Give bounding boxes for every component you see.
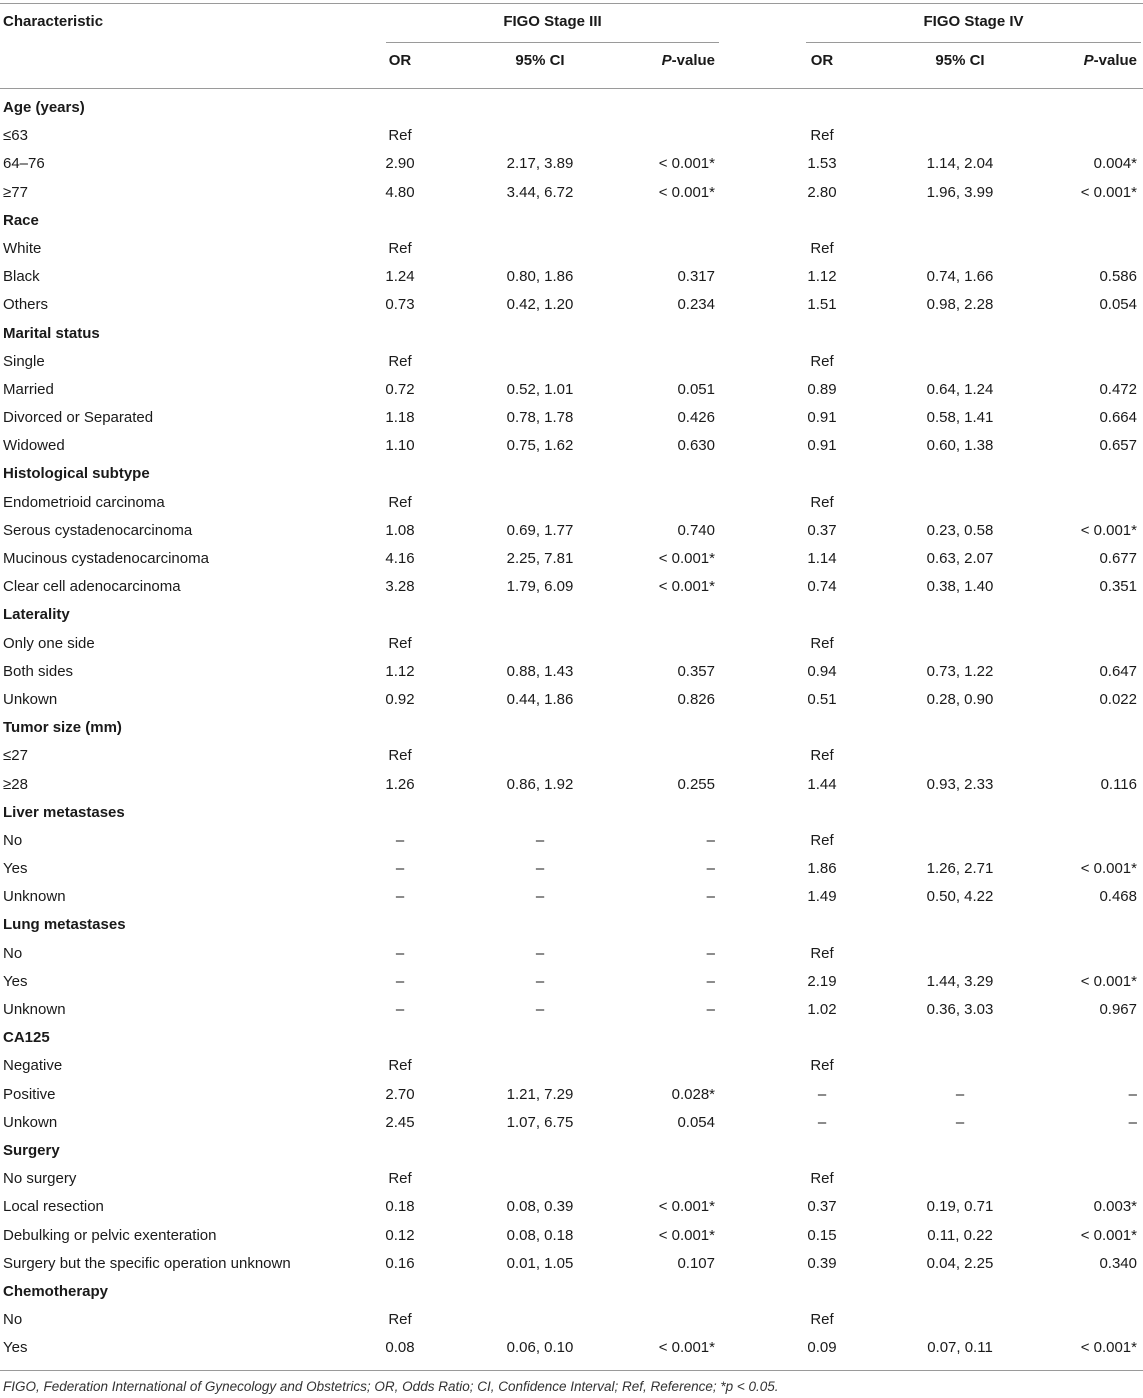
category-label: Laterality bbox=[3, 606, 70, 624]
cell-pvalue-stage-iv: 0.657 bbox=[1099, 437, 1137, 455]
cell-pvalue-stage-iv: – bbox=[1128, 1113, 1137, 1131]
cell-pvalue-stage-iv: – bbox=[1128, 1085, 1137, 1103]
cell-pvalue-stage-iv: 0.647 bbox=[1099, 662, 1137, 680]
table-row bbox=[0, 1306, 1143, 1334]
row-label: ≥77 bbox=[3, 183, 28, 201]
row-label: Yes bbox=[3, 860, 28, 878]
cell-or-stage-iv: Ref bbox=[810, 239, 834, 257]
cell-ci-stage-iv: 0.50, 4.22 bbox=[926, 888, 994, 906]
cell-pvalue-stage-iv: 0.351 bbox=[1099, 578, 1137, 596]
cell-or-stage-iv: Ref bbox=[810, 747, 834, 765]
row-label: Unkown bbox=[3, 1113, 58, 1131]
cell-ci-stage-iii: 0.78, 1.78 bbox=[506, 409, 574, 427]
cell-or-stage-iii: 1.12 bbox=[385, 662, 415, 680]
header-pvalue-stage-iii: P-value bbox=[661, 52, 715, 69]
cell-or-stage-iii: 1.10 bbox=[385, 437, 415, 455]
category-label: Chemotherapy bbox=[3, 1282, 109, 1300]
cell-or-stage-iv: 0.39 bbox=[807, 1254, 837, 1272]
row-label: Yes bbox=[3, 1339, 28, 1357]
category-label: Race bbox=[3, 211, 39, 229]
row-label: Clear cell adenocarcinoma bbox=[3, 578, 181, 596]
cell-ci-stage-iii: 0.75, 1.62 bbox=[506, 437, 574, 455]
cell-pvalue-stage-iv: < 0.001* bbox=[1080, 1226, 1137, 1244]
cell-or-stage-iii: Ref bbox=[388, 493, 412, 511]
cell-pvalue-stage-iii: 0.107 bbox=[677, 1254, 715, 1272]
cell-ci-stage-iii: 0.06, 0.10 bbox=[506, 1339, 574, 1357]
top-rule bbox=[0, 3, 1143, 4]
cell-or-stage-iii: 0.72 bbox=[385, 380, 415, 398]
cell-pvalue-stage-iv: < 0.001* bbox=[1080, 521, 1137, 539]
row-label: Unknown bbox=[3, 888, 66, 906]
cell-or-stage-iv: 0.37 bbox=[807, 521, 837, 539]
row-label: Single bbox=[3, 352, 45, 370]
cell-ci-stage-iii: – bbox=[535, 972, 545, 990]
cell-pvalue-stage-iii: 0.054 bbox=[677, 1113, 715, 1131]
cell-or-stage-iv: 0.15 bbox=[807, 1226, 837, 1244]
table-row bbox=[0, 489, 1143, 517]
cell-pvalue-stage-iii: – bbox=[706, 831, 715, 849]
category-label: Tumor size (mm) bbox=[3, 719, 122, 737]
table-row bbox=[0, 1334, 1143, 1362]
cell-pvalue-stage-iii: < 0.001* bbox=[658, 155, 715, 173]
table-row bbox=[0, 263, 1143, 291]
table-row bbox=[0, 376, 1143, 404]
cell-or-stage-iv: 0.89 bbox=[807, 380, 837, 398]
row-label: No bbox=[3, 831, 23, 849]
cell-pvalue-stage-iv: 0.340 bbox=[1099, 1254, 1137, 1272]
cell-or-stage-iv: 0.94 bbox=[807, 662, 837, 680]
row-label: Unkown bbox=[3, 690, 58, 708]
cell-pvalue-stage-iv: 0.468 bbox=[1099, 888, 1137, 906]
row-label: No surgery bbox=[3, 1170, 77, 1188]
row-label: Endometrioid carcinoma bbox=[3, 493, 165, 511]
cell-ci-stage-iv: 0.63, 2.07 bbox=[926, 550, 994, 567]
cell-pvalue-stage-iii: < 0.001* bbox=[658, 1198, 715, 1216]
cell-or-stage-iv: Ref bbox=[810, 831, 834, 849]
category-row bbox=[0, 799, 1143, 827]
row-label: ≤63 bbox=[3, 127, 28, 145]
cell-or-stage-iv: Ref bbox=[810, 1311, 834, 1329]
table-row bbox=[0, 122, 1143, 150]
cell-ci-stage-iii: – bbox=[535, 1001, 545, 1018]
cell-pvalue-stage-iv: 0.054 bbox=[1099, 296, 1137, 314]
table-row bbox=[0, 686, 1143, 714]
cell-ci-stage-iii: 0.42, 1.20 bbox=[506, 296, 574, 314]
cell-ci-stage-iv: 1.96, 3.99 bbox=[926, 183, 994, 201]
category-row bbox=[0, 1024, 1143, 1052]
cell-or-stage-iii: 0.12 bbox=[385, 1226, 415, 1244]
category-row bbox=[0, 207, 1143, 235]
table-row bbox=[0, 968, 1143, 996]
cell-or-stage-iii: 4.80 bbox=[385, 183, 415, 201]
category-label: Marital status bbox=[3, 324, 100, 342]
category-row bbox=[0, 911, 1143, 939]
cell-or-stage-iv: 0.91 bbox=[807, 437, 837, 455]
cell-ci-stage-iv: 0.07, 0.11 bbox=[927, 1339, 993, 1357]
cell-or-stage-iii: 1.08 bbox=[385, 521, 415, 539]
cell-or-stage-iv: Ref bbox=[810, 493, 834, 511]
cell-or-stage-iv: 2.80 bbox=[807, 183, 837, 201]
cell-pvalue-stage-iii: 0.357 bbox=[677, 662, 715, 680]
row-label: No bbox=[3, 1311, 23, 1329]
cell-pvalue-stage-iii: 0.630 bbox=[677, 437, 715, 455]
cell-or-stage-iii: Ref bbox=[388, 352, 412, 370]
table-row bbox=[0, 630, 1143, 658]
row-label: 64–76 bbox=[3, 155, 45, 173]
row-label: Debulking or pelvic exenteration bbox=[3, 1226, 217, 1244]
row-label: Black bbox=[3, 268, 40, 286]
cell-or-stage-iv: Ref bbox=[810, 944, 834, 962]
header-ci-stage-iv: 95% CI bbox=[935, 52, 985, 69]
cell-or-stage-iv: 0.74 bbox=[807, 578, 837, 596]
category-label: CA125 bbox=[3, 1029, 50, 1047]
header-stage-iii: FIGO Stage III bbox=[503, 13, 602, 30]
cell-ci-stage-iv: 0.38, 1.40 bbox=[926, 578, 994, 596]
cell-ci-stage-iii: 3.44, 6.72 bbox=[506, 183, 574, 201]
cell-or-stage-iv: Ref bbox=[810, 127, 834, 145]
cell-ci-stage-iv: 0.36, 3.03 bbox=[926, 1001, 994, 1018]
table-body bbox=[0, 94, 1143, 1362]
table-row bbox=[0, 1109, 1143, 1137]
cell-or-stage-iv: – bbox=[817, 1085, 827, 1103]
table-row bbox=[0, 742, 1143, 770]
cell-or-stage-iii: 2.90 bbox=[385, 155, 415, 173]
cell-or-stage-iv: 1.53 bbox=[807, 155, 837, 173]
cell-pvalue-stage-iv: < 0.001* bbox=[1080, 860, 1137, 878]
cell-pvalue-stage-iv: < 0.001* bbox=[1080, 1339, 1137, 1357]
cell-or-stage-iii: Ref bbox=[388, 747, 412, 765]
cell-or-stage-iv: 1.12 bbox=[807, 268, 837, 286]
category-row bbox=[0, 1278, 1143, 1306]
cell-ci-stage-iii: 0.08, 0.39 bbox=[506, 1198, 574, 1216]
category-label: Liver metastases bbox=[3, 803, 125, 821]
cell-or-stage-iii: 2.70 bbox=[385, 1085, 415, 1103]
category-row bbox=[0, 714, 1143, 742]
table-row bbox=[0, 883, 1143, 911]
cell-ci-stage-iv: 1.26, 2.71 bbox=[926, 860, 994, 878]
cell-pvalue-stage-iv: < 0.001* bbox=[1080, 972, 1137, 990]
table-row bbox=[0, 1165, 1143, 1193]
table-row bbox=[0, 432, 1143, 460]
cell-ci-stage-iii: 0.69, 1.77 bbox=[506, 521, 574, 539]
cell-or-stage-iv: 1.86 bbox=[807, 860, 837, 878]
cell-ci-stage-iv: 0.93, 2.33 bbox=[926, 775, 994, 793]
row-label: Married bbox=[3, 380, 54, 398]
cell-or-stage-iii: – bbox=[395, 860, 405, 878]
cell-or-stage-iii: – bbox=[395, 972, 405, 990]
cell-or-stage-iii: Ref bbox=[388, 1057, 412, 1075]
cell-pvalue-stage-iii: 0.028* bbox=[671, 1085, 715, 1103]
cell-or-stage-iv: 1.49 bbox=[807, 888, 837, 906]
category-label: Surgery bbox=[3, 1141, 60, 1159]
cell-or-stage-iii: – bbox=[395, 944, 405, 962]
category-label: Lung metastases bbox=[3, 916, 126, 934]
cell-or-stage-iii: 0.18 bbox=[385, 1198, 415, 1216]
cell-ci-stage-iv: 0.98, 2.28 bbox=[926, 296, 994, 314]
cell-pvalue-stage-iv: 0.664 bbox=[1099, 409, 1137, 427]
bottom-rule bbox=[0, 1370, 1143, 1371]
category-row bbox=[0, 460, 1143, 488]
cell-or-stage-iv: – bbox=[817, 1113, 827, 1131]
cell-or-stage-iv: Ref bbox=[810, 1057, 834, 1075]
cell-or-stage-iv: 1.44 bbox=[807, 775, 837, 793]
cell-or-stage-iv: 1.14 bbox=[807, 550, 837, 567]
cell-or-stage-iii: Ref bbox=[388, 1170, 412, 1188]
table-row bbox=[0, 573, 1143, 601]
cell-or-stage-iii: 1.18 bbox=[385, 409, 415, 427]
cell-or-stage-iii: – bbox=[395, 831, 405, 849]
table-row bbox=[0, 1222, 1143, 1250]
cell-ci-stage-iii: – bbox=[535, 860, 545, 878]
table-row bbox=[0, 1081, 1143, 1109]
row-label: Widowed bbox=[3, 437, 65, 455]
cell-or-stage-iii: 0.73 bbox=[385, 296, 415, 314]
table-row bbox=[0, 855, 1143, 883]
cell-or-stage-iii: Ref bbox=[388, 1311, 412, 1329]
cell-ci-stage-iii: 0.08, 0.18 bbox=[506, 1226, 574, 1244]
cell-ci-stage-iii: 1.79, 6.09 bbox=[506, 578, 574, 596]
cell-pvalue-stage-iii: < 0.001* bbox=[658, 1226, 715, 1244]
cell-or-stage-iii: 3.28 bbox=[385, 578, 415, 596]
cell-pvalue-stage-iii: 0.234 bbox=[677, 296, 715, 314]
cell-pvalue-stage-iii: – bbox=[706, 1001, 715, 1018]
cell-ci-stage-iii: 0.86, 1.92 bbox=[506, 775, 574, 793]
cell-pvalue-stage-iii: 0.051 bbox=[677, 380, 715, 398]
cell-ci-stage-iv: 0.74, 1.66 bbox=[926, 268, 994, 286]
cell-pvalue-stage-iii: – bbox=[706, 944, 715, 962]
cell-or-stage-iv: 1.02 bbox=[807, 1001, 837, 1018]
row-label: Positive bbox=[3, 1085, 56, 1103]
cell-or-stage-iii: Ref bbox=[388, 634, 412, 652]
cell-or-stage-iii: Ref bbox=[388, 239, 412, 257]
table-row bbox=[0, 996, 1143, 1024]
header-characteristic: Characteristic bbox=[3, 13, 104, 30]
cell-pvalue-stage-iv: 0.472 bbox=[1099, 380, 1137, 398]
cell-ci-stage-iv: 0.23, 0.58 bbox=[926, 521, 994, 539]
row-label: Others bbox=[3, 296, 49, 314]
row-label: No bbox=[3, 944, 23, 962]
cell-pvalue-stage-iii: < 0.001* bbox=[658, 578, 715, 596]
stage-iii-group-rule bbox=[386, 42, 719, 43]
cell-or-stage-iii: 1.24 bbox=[385, 268, 415, 286]
cell-ci-stage-iii: 0.88, 1.43 bbox=[506, 662, 574, 680]
table-row bbox=[0, 404, 1143, 432]
cell-ci-stage-iii: 0.52, 1.01 bbox=[506, 380, 574, 398]
cell-or-stage-iv: Ref bbox=[810, 634, 834, 652]
row-label: Both sides bbox=[3, 662, 74, 680]
cell-or-stage-iii: – bbox=[395, 888, 405, 906]
cell-or-stage-iii: Ref bbox=[388, 127, 412, 145]
cell-ci-stage-iii: 2.17, 3.89 bbox=[506, 155, 574, 173]
cell-or-stage-iv: 0.91 bbox=[807, 409, 837, 427]
cell-ci-stage-iii: 1.21, 7.29 bbox=[506, 1085, 574, 1103]
cell-ci-stage-iii: – bbox=[535, 944, 545, 962]
cell-or-stage-iii: 4.16 bbox=[385, 550, 415, 567]
category-row bbox=[0, 601, 1143, 629]
header-rule bbox=[0, 88, 1143, 89]
cell-or-stage-iv: 0.09 bbox=[807, 1339, 837, 1357]
cell-pvalue-stage-iv: 0.003* bbox=[1093, 1198, 1137, 1216]
cell-pvalue-stage-iv: < 0.001* bbox=[1080, 183, 1137, 201]
cell-or-stage-iv: Ref bbox=[810, 1170, 834, 1188]
cell-pvalue-stage-iii: – bbox=[706, 860, 715, 878]
cell-pvalue-stage-iv: 0.116 bbox=[1100, 775, 1137, 793]
cell-ci-stage-iv: 0.60, 1.38 bbox=[926, 437, 994, 455]
row-label: ≤27 bbox=[3, 747, 28, 765]
cell-ci-stage-iii: 0.44, 1.86 bbox=[506, 690, 574, 708]
category-row bbox=[0, 1137, 1143, 1165]
cell-or-stage-iii: 0.92 bbox=[385, 690, 415, 708]
row-label: Surgery but the specific operation unknown bbox=[3, 1254, 291, 1272]
row-label: Yes bbox=[3, 972, 28, 990]
cell-pvalue-stage-iii: 0.317 bbox=[677, 268, 715, 286]
cell-or-stage-iii: – bbox=[395, 1001, 405, 1018]
cell-ci-stage-iv: 0.64, 1.24 bbox=[926, 380, 994, 398]
cell-pvalue-stage-iii: < 0.001* bbox=[658, 550, 715, 567]
cell-or-stage-iii: 0.16 bbox=[385, 1254, 415, 1272]
cell-pvalue-stage-iii: – bbox=[706, 972, 715, 990]
cell-or-stage-iii: 2.45 bbox=[385, 1113, 415, 1131]
category-label: Histological subtype bbox=[3, 465, 150, 483]
row-label: Serous cystadenocarcinoma bbox=[3, 521, 193, 539]
cell-ci-stage-iii: – bbox=[535, 888, 545, 906]
cell-ci-stage-iv: 0.04, 2.25 bbox=[926, 1254, 994, 1272]
stage-iv-group-rule bbox=[806, 42, 1141, 43]
cell-pvalue-stage-iii: – bbox=[706, 888, 715, 906]
table-row bbox=[0, 827, 1143, 855]
cell-pvalue-stage-iii: 0.426 bbox=[677, 409, 715, 427]
category-row bbox=[0, 320, 1143, 348]
table-row bbox=[0, 1250, 1143, 1278]
row-label: ≥28 bbox=[3, 775, 28, 793]
row-label: Only one side bbox=[3, 634, 95, 652]
cell-ci-stage-iv: 1.14, 2.04 bbox=[926, 155, 994, 173]
cell-ci-stage-iii: 0.01, 1.05 bbox=[506, 1254, 574, 1272]
header-stage-iv: FIGO Stage IV bbox=[923, 13, 1024, 30]
cell-ci-stage-iii: 1.07, 6.75 bbox=[506, 1113, 574, 1131]
cell-pvalue-stage-iii: 0.740 bbox=[677, 521, 715, 539]
cell-ci-stage-iii: – bbox=[535, 831, 545, 849]
cell-pvalue-stage-iv: 0.677 bbox=[1099, 550, 1137, 567]
header-or-stage-iv: OR bbox=[810, 52, 834, 69]
cell-or-stage-iv: 1.51 bbox=[807, 296, 837, 314]
header-pvalue-stage-iv: P-value bbox=[1083, 52, 1137, 69]
cell-pvalue-stage-iv: 0.586 bbox=[1099, 268, 1137, 286]
category-label: Age (years) bbox=[3, 99, 85, 116]
table-row bbox=[0, 179, 1143, 207]
table-row bbox=[0, 1193, 1143, 1221]
cell-ci-stage-iv: 0.28, 0.90 bbox=[926, 690, 994, 708]
table-row bbox=[0, 517, 1143, 545]
table-row bbox=[0, 235, 1143, 263]
cell-ci-stage-iii: 2.25, 7.81 bbox=[506, 550, 574, 567]
table-row bbox=[0, 150, 1143, 178]
row-label: Divorced or Separated bbox=[3, 409, 154, 427]
cell-ci-stage-iv: – bbox=[955, 1085, 965, 1103]
cell-ci-stage-iv: 0.73, 1.22 bbox=[926, 662, 994, 680]
cell-or-stage-iv: 0.51 bbox=[807, 690, 837, 708]
cell-ci-stage-iii: 0.80, 1.86 bbox=[506, 268, 574, 286]
cell-ci-stage-iv: 0.19, 0.71 bbox=[926, 1198, 994, 1216]
cell-ci-stage-iv: 0.58, 1.41 bbox=[926, 409, 994, 427]
table-footnote: FIGO, Federation International of Gynecology and Obstetrics; OR, Odds Ratio; CI, Confidence Interval; Ref, Reference; *p < 0.05. bbox=[3, 1379, 779, 1394]
cell-pvalue-stage-iv: 0.004* bbox=[1093, 155, 1137, 173]
header-ci-stage-iii: 95% CI bbox=[515, 52, 565, 69]
cell-or-stage-iii: 0.08 bbox=[385, 1339, 415, 1357]
cell-pvalue-stage-iv: 0.967 bbox=[1099, 1001, 1137, 1018]
table-row bbox=[0, 940, 1143, 968]
cell-ci-stage-iv: 0.11, 0.22 bbox=[927, 1226, 993, 1244]
cell-pvalue-stage-iv: 0.022 bbox=[1099, 690, 1137, 708]
cell-pvalue-stage-iii: 0.826 bbox=[677, 690, 715, 708]
cell-ci-stage-iv: – bbox=[955, 1113, 965, 1131]
cell-or-stage-iv: Ref bbox=[810, 352, 834, 370]
row-label: Unknown bbox=[3, 1001, 66, 1018]
header-or-stage-iii: OR bbox=[388, 52, 412, 69]
row-label: Mucinous cystadenocarcinoma bbox=[3, 550, 209, 567]
category-row bbox=[0, 94, 1143, 122]
table-row bbox=[0, 658, 1143, 686]
cell-pvalue-stage-iii: < 0.001* bbox=[658, 183, 715, 201]
cell-pvalue-stage-iii: < 0.001* bbox=[658, 1339, 715, 1357]
row-label: Local resection bbox=[3, 1198, 104, 1216]
cell-pvalue-stage-iii: 0.255 bbox=[677, 775, 715, 793]
table-row bbox=[0, 545, 1143, 573]
row-label: Negative bbox=[3, 1057, 63, 1075]
cell-ci-stage-iv: 1.44, 3.29 bbox=[926, 972, 994, 990]
cell-or-stage-iii: 1.26 bbox=[385, 775, 415, 793]
table-row bbox=[0, 1052, 1143, 1080]
table-row bbox=[0, 291, 1143, 319]
row-label: White bbox=[3, 239, 42, 257]
table-row bbox=[0, 348, 1143, 376]
table-row bbox=[0, 771, 1143, 799]
cell-or-stage-iv: 2.19 bbox=[807, 972, 837, 990]
cell-or-stage-iv: 0.37 bbox=[807, 1198, 837, 1216]
